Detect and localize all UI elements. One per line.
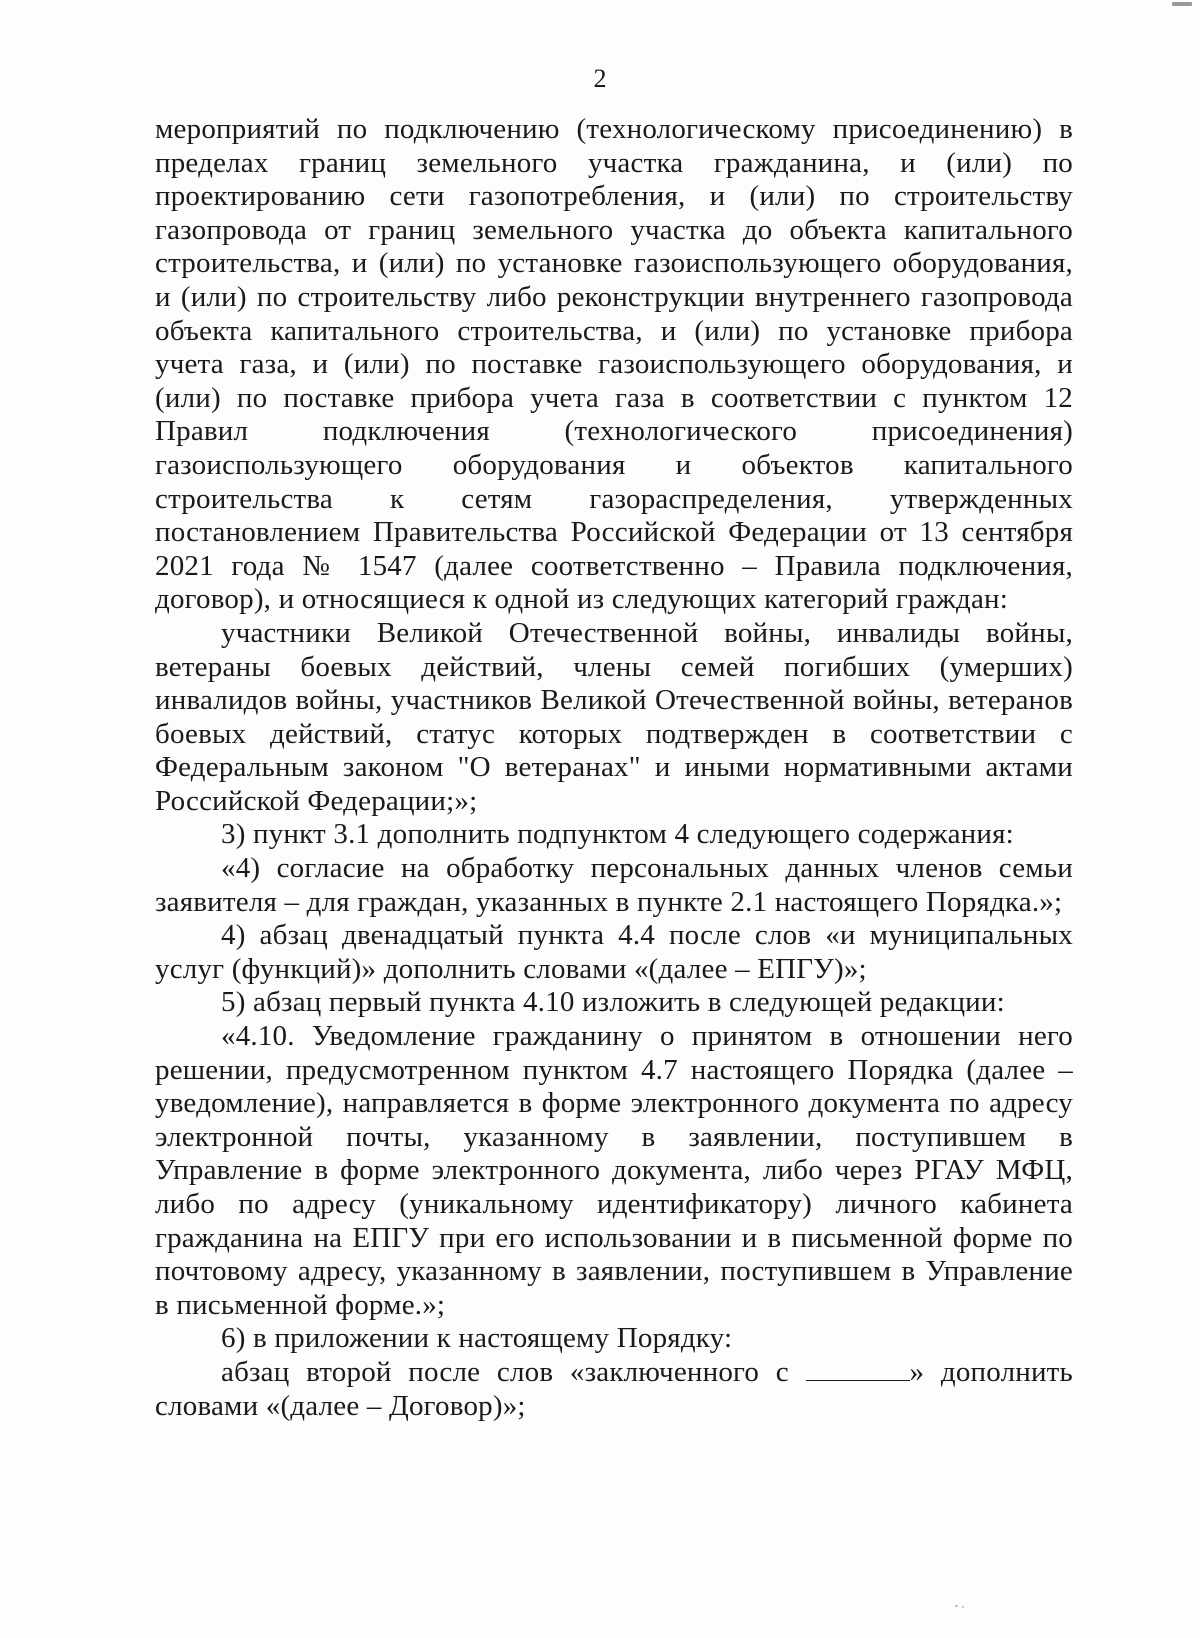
paragraph-8: 6) в приложении к настоящему Порядку: xyxy=(221,1322,733,1355)
page-number: 2 xyxy=(593,64,607,93)
paragraph-2: участники Великой Отечественной войны, инвалиды войны, ветераны боевых действий, члены семей погибших (умерших) инвалидов войны, участников Великой Отечественной войны, ветеранов боевых действий, статус которых подтвержден в соответствии с Федеральным законом "О ветеранах" и иными нормативными актами Российской Федерации;»; xyxy=(155,616,1073,817)
paragraph-7: «4.10. Уведомление гражданину о принятом в отношении него решении, предусмотренном пунктом 4.7 настоящего Порядка (далее – уведомление), направляется в форме электронного документа по адресу электронной почты, указанному в заявлении, поступившем в Управление в форме электронного документа, либо через РГАУ МФЦ, либо по адресу (уникальному идентификатору) личного кабинета гражданина на ЕПГУ при его использовании и в письменной форме по почтовому адресу, указанному в заявлении, поступившем в Управление в письменной форме.»; xyxy=(155,1020,1073,1321)
paragraph-9-start: абзац второй после слов «заключенного с xyxy=(221,1355,806,1388)
paragraph-4: «4) согласие на обработку персональных данных членов семьи заявителя – для граждан, указанных в пункте 2.1 настоящего Порядка.»; xyxy=(155,852,1073,918)
paragraph-6: 5) абзац первый пункта 4.10 изложить в следующей редакции: xyxy=(221,986,1005,1019)
document-body xyxy=(155,113,1073,1423)
scan-artifact xyxy=(962,1606,964,1608)
paragraph-5: 4) абзац двенадцатый пункта 4.4 после слов «и муниципальных услуг (функций)» дополнить словами «(далее – ЕПГУ)»; xyxy=(155,919,1073,985)
paragraph-1: мероприятий по подключению (технологическому присоединению) в пределах границ земельного участка гражданина, и (или) по проектированию сети газопотребления, и (или) по строительству газопровода от границ земельного участка до объекта капитального строительства, и (или) по установке газоиспользующего оборудования, и (или) по строительству либо реконструкции внутреннего газопровода объекта капитального строительства, и (или) по установке прибора учета газа, и (или) по поставке газоиспользующего оборудования, и (или) по поставке прибора учета газа в соответствии с пунктом 12 Правил подключения (технологического присоединения) газоиспользующего оборудования и объектов капитального строительства к сетям газораспределения, утвержденных постановлением Правительства Российской Федерации от 13 сентября 2021 года № 1547 (далее соответственно – Правила подключения, договор), и относящиеся к одной из следующих категорий граждан: xyxy=(155,113,1073,616)
paragraph-9 xyxy=(155,1356,1073,1423)
fill-in-blank xyxy=(806,1358,910,1381)
paragraph-3: 3) пункт 3.1 дополнить подпунктом 4 следующего содержания: xyxy=(221,818,1014,851)
paragraph-9-end: » дополнить словами «(далее – Договор)»; xyxy=(155,1355,1073,1422)
scan-artifact xyxy=(955,1605,958,1607)
scan-artifact xyxy=(1172,2,1192,6)
